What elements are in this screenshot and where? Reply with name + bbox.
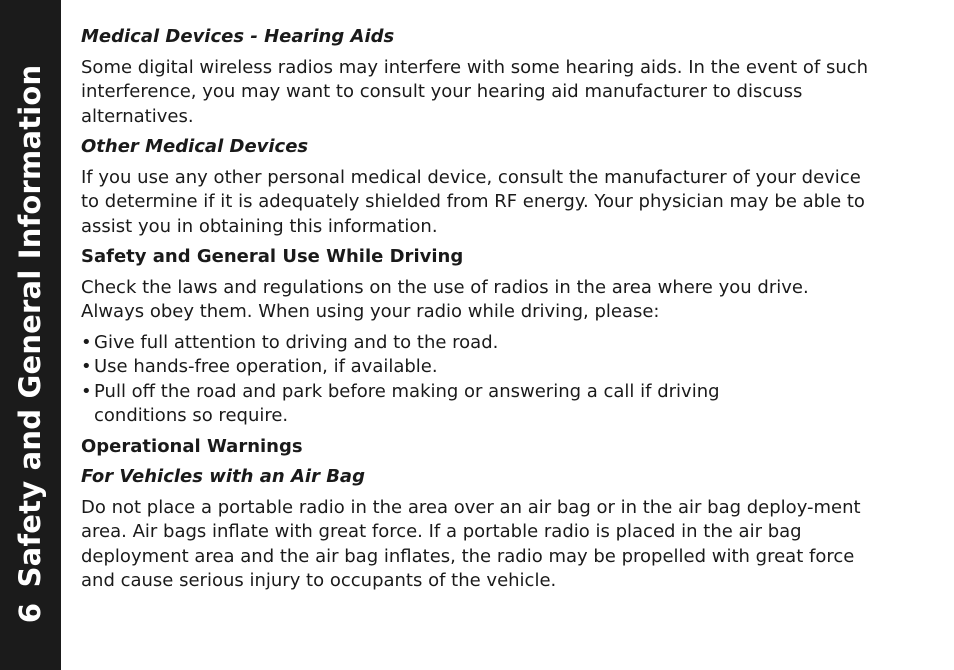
page-number: 6 [13,602,47,624]
paragraph-other-medical-devices: If you use any other personal medical device, consult the manufacturer of your device to determine if it is adequately shielded from RF energy. Your physician may be able to assist you in obtaining this information. [81,166,865,237]
sidebar-section-title: Safety and General Information [13,64,47,588]
heading-air-bag: For Vehicles with an Air Bag [81,466,365,487]
paragraph-driving: Check the laws and regulations on the use of radios in the area where you drive. Always obey them. When using your radio while driving, please: [81,276,809,322]
paragraph-air-bag: Do not place a portable radio in the area over an air bag or in the air bag deploy-ment area. Air bags inflate with great force. If a portable radio is placed in the air bag deployment area and the air bag inflates, the radio may be propelled with great force and cause serious injury to occupants of the vehicle. [81,496,861,591]
page-content [81,25,881,600]
list-item: • Give full attention to driving and to the road. [81,331,881,356]
heading-hearing-aids: Medical Devices - Hearing Aids [81,26,395,47]
section-sidebar [0,0,61,670]
driving-bullet-list [81,331,881,429]
list-item: • Pull off the road and park before making or answering a call if driving conditions so require. [81,380,794,429]
heading-other-medical-devices: Other Medical Devices [81,136,309,157]
list-item: • Use hands-free operation, if available. [81,355,881,380]
heading-driving: Safety and General Use While Driving [81,246,464,267]
heading-operational-warnings: Operational Warnings [81,435,303,457]
paragraph-hearing-aids: Some digital wireless radios may interfere with some hearing aids. In the event of such interference, you may want to consult your hearing aid manufacturer to discuss alternatives. [81,56,869,127]
